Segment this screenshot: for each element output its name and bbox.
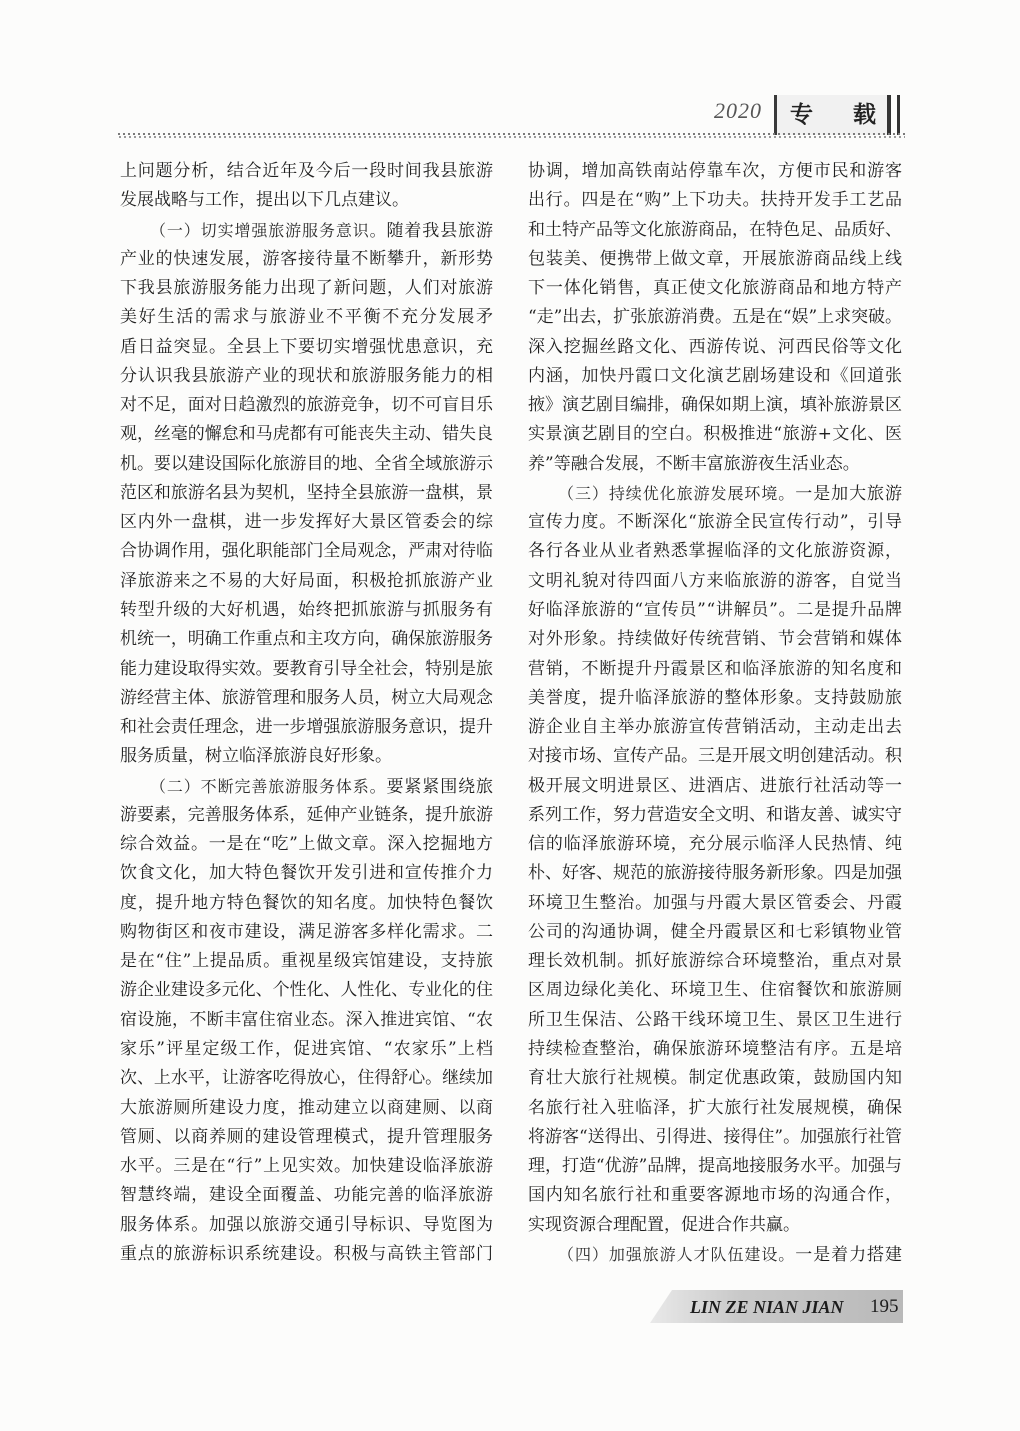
text-line: 产业的快速发展，游客接待量不断攀升，新形势 <box>120 248 494 269</box>
text-line: “走”出去，扩张旅游消费。五是在“娱”上求突破。 <box>528 307 902 328</box>
paragraph <box>528 1240 902 1269</box>
text-line: 掖》演艺剧目编排，确保如期上演，填补旅游景区 <box>528 395 902 416</box>
text-line: 极开展文明进景区、进酒店、进旅行社活动等一 <box>528 775 903 796</box>
text-line: 宣传力度。不断深化“旅游全民宣传行动”，引导 <box>528 512 903 533</box>
text-line: 实现资源合理配置，促进合作共赢。 <box>528 1214 800 1235</box>
text-line: 大旅游厕所建设力度，推动建立以商建厕、以商 <box>120 1097 494 1118</box>
text-line: 环境卫生整治。加强与丹霞大景区管委会、丹霞 <box>528 892 903 913</box>
text-line: 内涵，加快丹霞口文化演艺剧场建设和《回道张 <box>528 365 903 386</box>
text-line: 泽旅游来之不易的大好局面，积极抢抓旅游产业 <box>120 570 494 591</box>
text-line: 出行。四是在“购”上下功夫。扶持开发手工艺品 <box>528 190 903 211</box>
text-line: 下我县旅游服务能力出现了新问题，人们对旅游 <box>120 278 494 299</box>
text-line: 饮食文化，加大特色餐饮开发引进和宣传推介力 <box>120 863 494 884</box>
text-line <box>120 772 493 801</box>
text-line: 购物街区和夜市建设，满足游客多样化需求。二 <box>120 921 494 942</box>
text-line: 能力建设取得实效。要教育引导全社会，特别是旅 <box>120 658 493 679</box>
text-line: 合协调作用，强化职能部门全局观念，严肃对待临 <box>120 541 493 562</box>
text-line: 和土特产品等文化旅游商品，在特色足、品质好、 <box>528 219 902 240</box>
line-text: 一是加大旅游 <box>795 483 903 504</box>
section-heading: （二）不断完善旅游服务体系。 <box>150 776 387 796</box>
section-title: 专载 <box>790 101 916 128</box>
section-heading: （三）持续优化旅游发展环境。 <box>558 483 796 503</box>
text-line: 理长效机制。抓好旅游综合环境整治，重点对景 <box>528 951 903 972</box>
text-line: 是在“住”上提品质。重视星级宾馆建设，支持旅 <box>120 951 494 972</box>
text-line: 将游客“送得出、引得进、接得住”。加强旅行社管 <box>528 1126 902 1147</box>
text-line: 范区和旅游名县为契机，坚持全县旅游一盘棋，景 <box>120 482 493 503</box>
text-line: 对不足，面对日趋激烈的旅游竞争，切不可盲目乐 <box>120 395 493 416</box>
page-number: 195 <box>870 1296 899 1317</box>
text-line: 朴、好客、规范的旅游接待服务新形象。四是加强 <box>528 863 902 884</box>
text-line: 好临泽旅游的“宣传员”“讲解员”。二是提升品牌 <box>528 599 903 620</box>
text-line: 育壮大旅行社规模。制定优惠政策，鼓励国内知 <box>528 1068 903 1089</box>
text-line: 区周边绿化美化、环境卫生、住宿餐饮和旅游厕 <box>528 980 903 1001</box>
text-line: 机统一，明确工作重点和主攻方向，确保旅游服务 <box>120 629 493 650</box>
text-line: 水平。三是在“行”上见实效。加快建设临泽旅游 <box>120 1156 494 1177</box>
text-line: 公司的沟通协调，健全丹霞景区和七彩镇物业管 <box>528 921 903 942</box>
text-line: 对接市场、宣传产品。三是开展文明创建活动。积 <box>528 746 902 767</box>
text-line: 国内知名旅行社和重要客源地市场的沟通合作， <box>528 1185 903 1206</box>
text-line: 系列工作，努力营造安全文明、和谐友善、诚实守 <box>528 804 902 825</box>
text-line: 对外形象。持续做好传统营销、节会营销和媒体 <box>528 629 903 650</box>
text-line: 持续检查整治，确保旅游环境整洁有序。五是培 <box>528 1038 903 1059</box>
paragraph <box>528 479 902 1240</box>
text-line: 家乐”评星定级工作，促进宾馆、“农家乐”上档 <box>120 1038 495 1059</box>
text-line: 信的临泽旅游环境，充分展示临泽人民热情、纯 <box>528 834 903 855</box>
text-line: 重点的旅游标识系统建设。积极与高铁主管部门 <box>120 1243 494 1264</box>
text-line: 智慧终端，建设全面覆盖、功能完善的临泽旅游 <box>120 1185 494 1206</box>
line-text: 随着我县旅游 <box>386 220 494 241</box>
text-line: 深入挖掘丝路文化、西游传说、河西民俗等文化 <box>528 336 903 357</box>
text-line: 综合效益。一是在“吃”上做文章。深入挖掘地方 <box>120 834 494 855</box>
text-line <box>120 216 493 245</box>
text-line: 发展战略与工作，提出以下几点建议。 <box>120 190 409 211</box>
text-line: 次、上水平，让游客吃得放心，住得舒心。继续加 <box>120 1068 493 1089</box>
text-line: 包装美、便携带上做文章，开展旅游商品线上线 <box>528 248 903 269</box>
text-line: 观，丝毫的懈怠和马虎都有可能丧失主动、错失良 <box>120 424 493 445</box>
text-line: 和社会责任理念，进一步增强旅游服务意识，提升 <box>120 717 493 738</box>
text-line: 游经营主体、旅游管理和服务人员，树立大局观念 <box>120 687 493 708</box>
text-line: 度，提升地方特色餐饮的知名度。加快特色餐饮 <box>120 892 494 913</box>
text-line: 实景演艺剧目的空白。积极推进“旅游+文化、医 <box>528 424 903 445</box>
text-line: 养”等融合发展，不断丰富旅游夜生活业态。 <box>528 453 860 474</box>
text-line: 名旅行社入驻临泽，扩大旅行社发展规模，确保 <box>528 1097 903 1118</box>
section-heading: （四）加强旅游人才队伍建设。 <box>558 1244 796 1264</box>
text-line <box>528 1240 902 1269</box>
journal-name: LIN ZE NIAN JIAN <box>690 1297 844 1317</box>
paragraph <box>120 157 493 216</box>
text-line: 所卫生保洁、公路干线环境卫生、景区卫生进行 <box>528 1009 903 1030</box>
text-line: 游企业建设多元化、个性化、人性化、专业化的住 <box>120 980 493 1001</box>
line-text: 要紧紧围绕旅 <box>386 776 494 797</box>
year-label: 2020 <box>714 98 762 123</box>
text-line: 区内外一盘棋，进一步发挥好大景区管委会的综 <box>120 512 494 533</box>
text-line: 各行各业从业者熟悉掌握临泽的文化旅游资源， <box>528 541 903 562</box>
text-line: 游企业自主举办旅游宣传营销活动，主动走出去 <box>528 717 903 738</box>
line-text: 一是着力搭建 <box>795 1244 903 1265</box>
text-line: 美誉度，提升临泽旅游的整体形象。支持鼓励旅 <box>528 687 903 708</box>
section-heading: （一）切实增强旅游服务意识。 <box>150 220 387 240</box>
text-line: 营销，不断提升丹霞景区和临泽旅游的知名度和 <box>528 658 903 679</box>
text-line: 管厕、以商养厕的建设管理模式，提升管理服务 <box>120 1126 494 1147</box>
text-line: 盾日益突显。全县上下要切实增强忧患意识，充 <box>120 336 494 357</box>
left-column <box>120 157 493 1269</box>
text-line <box>528 479 902 508</box>
text-line: 协调，增加高铁南站停靠车次，方便市民和游客 <box>528 161 903 181</box>
text-line: 服务体系。加强以旅游交通引导标识、导览图为 <box>120 1214 494 1235</box>
text-line: 上问题分析，结合近年及今后一段时间我县旅游 <box>120 161 494 181</box>
text-line: 美好生活的需求与旅游业不平衡不充分发展矛 <box>120 307 495 328</box>
paragraph <box>528 157 902 479</box>
header-double-bar <box>887 95 900 135</box>
text-line: 游要素，完善服务体系，延伸产业链条，提升旅游 <box>120 804 493 825</box>
text-line: 理，打造“优游”品牌，提高地接服务水平。加强与 <box>528 1156 902 1177</box>
section-header-box <box>774 95 916 135</box>
paragraph <box>120 772 493 1270</box>
text-line: 机。要以建设国际化旅游目的地、全省全域旅游示 <box>120 453 493 474</box>
text-line: 分认识我县旅游产业的现状和旅游服务能力的相 <box>120 365 494 386</box>
text-line: 文明礼貌对待四面八方来临旅游的游客，自觉当 <box>528 570 903 591</box>
right-column <box>528 157 902 1269</box>
paragraph <box>120 216 493 772</box>
header-rule <box>118 133 905 138</box>
text-line: 服务质量，树立临泽旅游良好形象。 <box>120 746 392 767</box>
text-line: 宿设施，不断丰富住宿业态。深入推进宾馆、“农 <box>120 1009 494 1030</box>
text-line: 下一体化销售，真正使文化旅游商品和地方特产 <box>528 278 903 299</box>
text-line: 转型升级的大好机遇，始终把抓旅游与抓服务有 <box>120 599 494 620</box>
